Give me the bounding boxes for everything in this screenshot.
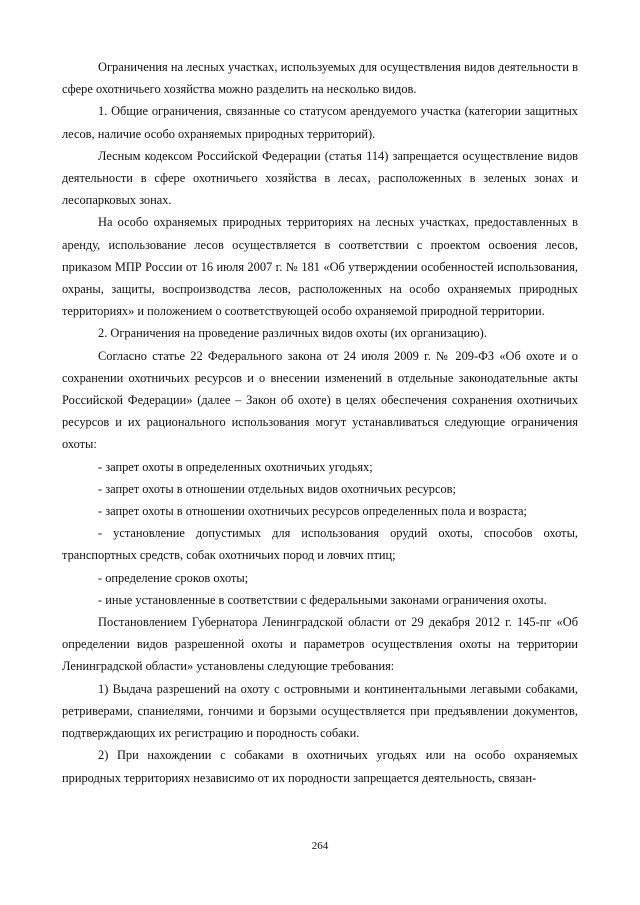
list-item: - запрет охоты в отношении охотничьих ресурсов определенных пола и возраста;	[98, 504, 527, 519]
paragraph: Постановлением Губернатора Ленинградской области от 29 декабря 2012 г. 145-пг «Об определении видов разрешенной охоты и параметров осуществления охоты на территории Ленинградской области» установлены следующие требования:	[62, 615, 578, 674]
list-item: - запрет охоты в определенных охотничьих угодьях;	[98, 459, 373, 474]
paragraph: 1. Общие ограничения, связанные со статусом арендуемого участка (категории защитных лесов, наличие особо охраняемых природных территорий).	[62, 104, 578, 141]
list-item: - запрет охоты в отношении отдельных видов охотничьих ресурсов;	[98, 481, 456, 496]
paragraph: 2. Ограничения на проведение различных видов охоты (их организацию).	[98, 326, 487, 341]
paragraph: На особо охраняемых природных территориях на лесных участках, предоставленных в аренду, использование лесов осуществляется в соответствии с проектом освоения лесов, приказом МПР России от 16 июля 2007 г. № 181 «Об утверждении особенностей использования, охраны, защиты, воспроизводства лесов, расположенных на особо охраняемых природных территориях» и положением о соответствующей особо охраняемой природной территории.	[62, 215, 578, 319]
document-body	[62, 56, 578, 789]
page-number: 264	[311, 840, 329, 852]
paragraph: Ограничения на лесных участках, используемых для осуществления видов деятельности в сфере охотничьего хозяйства можно разделить на несколько видов.	[62, 60, 578, 97]
list-item: - установление допустимых для использования орудий охоты, способов охоты, транспортных средств, собак охотничьих пород и ловчих птиц;	[62, 526, 578, 563]
paragraph: Согласно статье 22 Федерального закона от 24 июля 2009 г. № 209-ФЗ «Об охоте и о сохранении охотничьих ресурсов и о внесении изменений в отдельные законодательные акты Российской Федерации» (далее – Закон об охоте) в целях обеспечения сохранения охотничьих ресурсов и их рационального использования могут устанавливаться следующие ограничения охоты:	[62, 348, 578, 452]
paragraph: Лесным кодексом Российской Федерации (статья 114) запрещается осуществление видов деятельности в сфере охотничьего хозяйства в лесах, расположенных в зеленых зонах и лесопарковых зонах.	[62, 148, 578, 208]
paragraph: 2) При нахождении с собаками в охотничьих угодьях или на особо охраняемых природных территориях независимо от их породности запрещается деятельность, связан-	[62, 748, 578, 785]
paragraph: 1) Выдача разрешений на охоту с островными и континентальными легавыми собаками, ретриверами, спаниелями, гончими и борзыми осуществляется при предъявлении документов, подтверждающих их регистрацию и породность собаки.	[62, 681, 578, 741]
list-item: - определение сроков охоты;	[98, 570, 249, 585]
list-item: - иные установленные в соответствии с федеральными законами ограничения охоты.	[98, 592, 547, 607]
